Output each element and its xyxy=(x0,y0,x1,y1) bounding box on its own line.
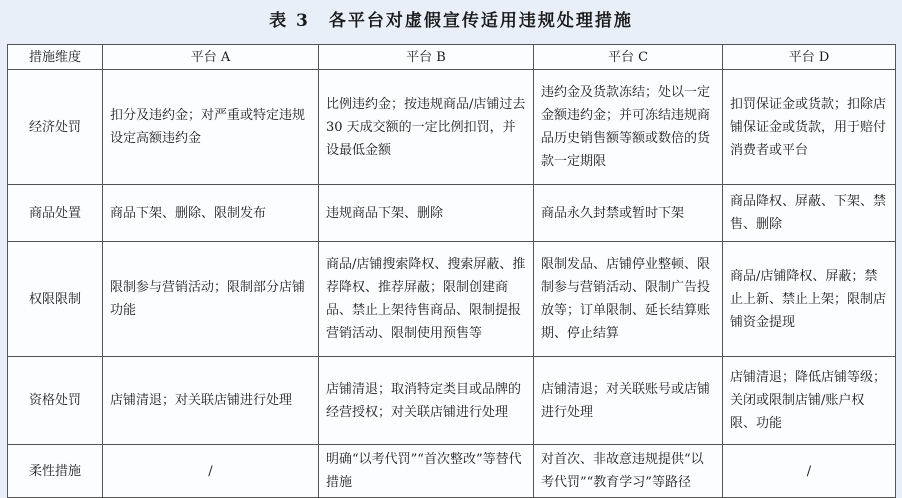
table-row xyxy=(8,445,896,498)
table-row xyxy=(8,242,896,357)
cell-platform-c: 商品永久封禁或暂时下架 xyxy=(534,185,723,242)
row-dimension: 资格处罚 xyxy=(8,357,103,445)
cell-platform-c: 对首次、非故意违规提供“以考代罚”“教育学习”等路径 xyxy=(534,445,723,498)
cell-platform-d: / xyxy=(723,445,896,498)
cell-platform-a: / xyxy=(103,445,319,498)
cell-platform-a: 扣分及违约金；对严重或特定违规设定高额违约金 xyxy=(103,70,319,185)
header-row xyxy=(8,45,896,70)
table-row xyxy=(8,70,896,185)
table-row xyxy=(8,357,896,445)
cell-platform-d: 扣罚保证金或货款；扣除店铺保证金或货款，用于赔付消费者或平台 xyxy=(723,70,896,185)
cell-platform-b: 违规商品下架、删除 xyxy=(319,185,534,242)
cell-platform-a: 店铺清退；对关联店铺进行处理 xyxy=(103,357,319,445)
cell-platform-b: 明确“以考代罚”“首次整改”等替代措施 xyxy=(319,445,534,498)
cell-platform-b: 店铺清退；取消特定类目或品牌的经营授权；对关联店铺进行处理 xyxy=(319,357,534,445)
table-title: 表 3 各平台对虚假宣传适用违规处理措施 xyxy=(269,11,633,31)
cell-platform-a: 商品下架、删除、限制发布 xyxy=(103,185,319,242)
cell-platform-a: 限制参与营销活动；限制部分店铺功能 xyxy=(103,242,319,357)
row-dimension: 经济处罚 xyxy=(8,70,103,185)
row-dimension: 柔性措施 xyxy=(8,445,103,498)
measures-table xyxy=(7,44,896,498)
cell-platform-d: 商品/店铺降权、屏蔽；禁止上新、禁止上架；限制店铺资金提现 xyxy=(723,242,896,357)
header-dimension: 措施维度 xyxy=(8,45,103,70)
cell-platform-c: 违约金及货款冻结；处以一定金额违约金；并可冻结违规商品历史销售额等额或数倍的货款一定期限 xyxy=(534,70,723,185)
header-platform-a: 平台 A xyxy=(103,45,319,70)
row-dimension: 商品处置 xyxy=(8,185,103,242)
cell-platform-b: 商品/店铺搜索降权、搜索屏蔽、推荐降权、推荐屏蔽；限制创建商品、禁止上架待售商品、限制提报营销活动、限制使用预售等 xyxy=(319,242,534,357)
cell-platform-c: 店铺清退；对关联账号或店铺进行处理 xyxy=(534,357,723,445)
row-dimension: 权限限制 xyxy=(8,242,103,357)
table-row xyxy=(8,185,896,242)
header-platform-d: 平台 D xyxy=(723,45,896,70)
cell-platform-d: 店铺清退；降低店铺等级；关闭或限制店铺/账户权限、功能 xyxy=(723,357,896,445)
header-platform-c: 平台 C xyxy=(534,45,723,70)
cell-platform-c: 限制发品、店铺停业整顿、限制参与营销活动、限制广告投放等；订单限制、延长结算账期、停止结算 xyxy=(534,242,723,357)
cell-platform-b: 比例违约金；按违规商品/店铺过去 30 天成交额的一定比例扣罚，并设最低金额 xyxy=(319,70,534,185)
header-platform-b: 平台 B xyxy=(319,45,534,70)
cell-platform-d: 商品降权、屏蔽、下架、禁售、删除 xyxy=(723,185,896,242)
